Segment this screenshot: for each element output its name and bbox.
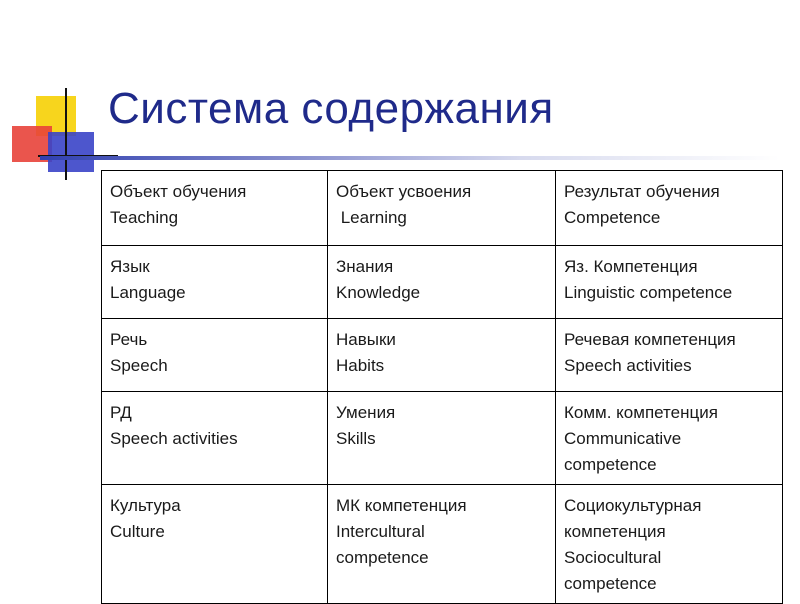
cell-line: Communicative [564,429,682,448]
cell-line: Объект усвоения [336,182,472,201]
table-row [102,171,783,246]
table-row [102,485,783,604]
cell-line: competence [564,455,657,474]
table-cell [102,319,328,392]
cell-line: Linguistic competence [564,283,733,302]
table-cell [556,171,783,246]
content-table [101,170,783,604]
cell-line: Intercultural [336,522,425,541]
cell-line: competence [564,574,657,593]
table-cell [102,171,328,246]
cell-line: Speech activities [564,356,692,375]
cell-line: Культура [110,496,181,515]
table-cell [556,246,783,319]
cell-line: Culture [110,522,165,541]
cell-line: Speech [110,356,168,375]
cell-line: Language [110,283,186,302]
table-cell [556,392,783,485]
cell-line: Skills [336,429,376,448]
cell-line: competence [336,548,429,567]
cell-line: Habits [336,356,385,375]
cell-line: Яз. Компетенция [564,257,698,276]
cell-line: Речевая компетенция [564,330,736,349]
table-cell [328,246,556,319]
cell-line: Sociocultural [564,548,662,567]
cell-line: Знания [336,257,394,276]
table-row [102,246,783,319]
cell-line: Knowledge [336,283,421,302]
cell-line: компетенция [564,522,666,541]
table-row [102,319,783,392]
cell-line: Социокультурная [564,496,702,515]
table-cell [102,485,328,604]
title-underline [40,156,780,160]
cell-line: Learning [336,208,407,227]
cell-line: Комм. компетенция [564,403,718,422]
cell-line: Результат обучения [564,182,720,201]
cell-line: МК компетенция [336,496,467,515]
cell-line: Умения [336,403,396,422]
page-title: Система содержания [108,84,554,133]
table-cell [102,392,328,485]
table-cell [102,246,328,319]
cell-line: Речь [110,330,148,349]
cell-line: Объект обучения [110,182,247,201]
table-cell [328,485,556,604]
table-cell [328,392,556,485]
table-cell [556,485,783,604]
cell-line: Teaching [110,208,179,227]
table-cell [556,319,783,392]
table-row [102,392,783,485]
cell-line: Навыки [336,330,396,349]
cell-line: Язык [110,257,150,276]
cell-line: Speech activities [110,429,238,448]
decorative-squares-icon [0,0,120,190]
cell-line: Competence [564,208,661,227]
table-cell [328,319,556,392]
cell-line: РД [110,403,132,422]
table-cell [328,171,556,246]
